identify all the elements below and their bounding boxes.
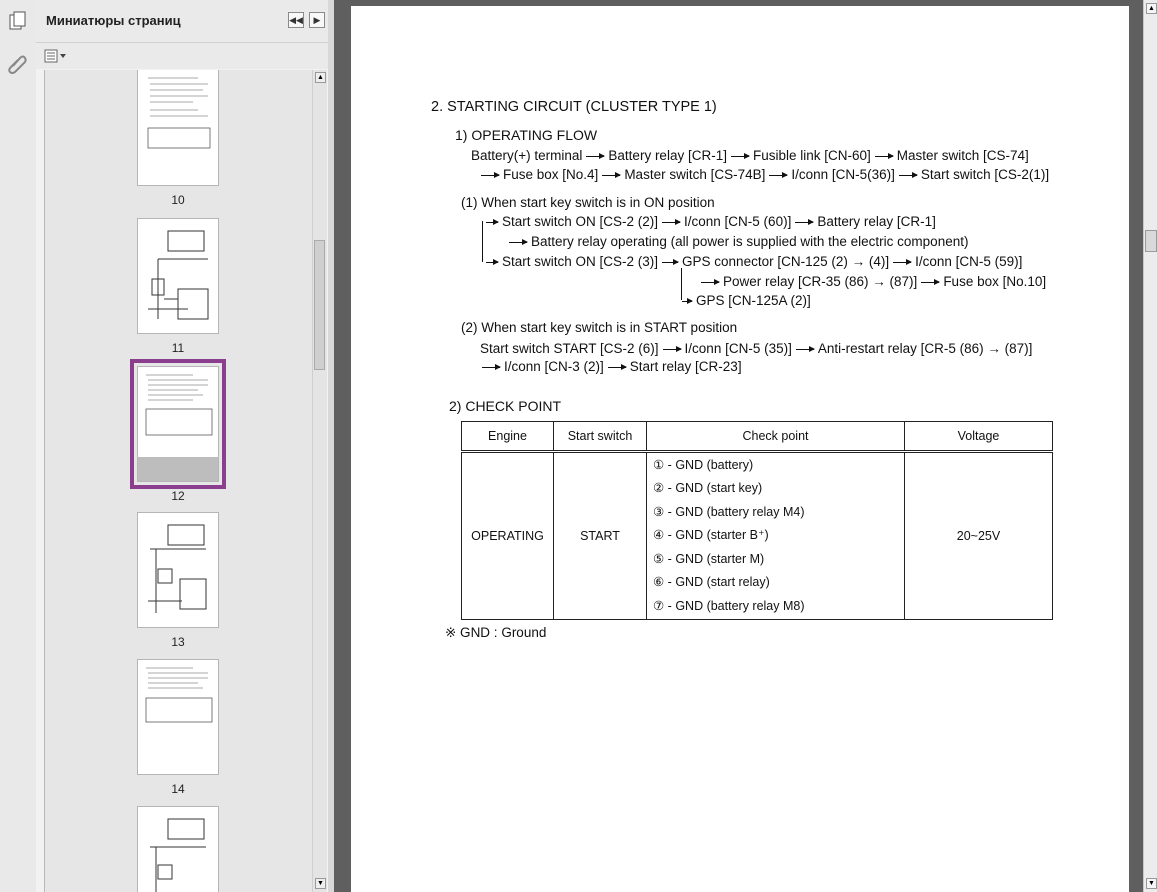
arrow-icon	[608, 367, 626, 368]
check-point-title: 2) CHECK POINT	[449, 398, 562, 414]
start-line-a	[480, 341, 1032, 356]
table-row	[462, 452, 1053, 620]
thumbnail-list	[44, 70, 313, 892]
panel-toolbar	[36, 43, 328, 69]
voltage-cell: 20~25V	[905, 452, 1053, 620]
flow-item: Start relay [CR-23]	[629, 359, 742, 374]
check-point-item: ④ - GND (starter B⁺)	[653, 528, 769, 543]
flow-item: Battery relay [CR-1]	[817, 214, 936, 229]
check-point-item: ① - GND (battery)	[653, 457, 754, 472]
footnote: ※ GND : Ground	[445, 625, 547, 640]
page-thumbnails-panel	[36, 0, 329, 892]
scroll-down-icon[interactable]: ▼	[315, 878, 326, 889]
arrow-icon	[481, 175, 499, 176]
flow-line-2	[481, 167, 1049, 182]
expand-panel-button[interactable]: ▶	[309, 12, 325, 28]
flow-item: Battery relay operating (all power is supplied with the electric component)	[531, 234, 969, 249]
on-line-c	[486, 254, 1022, 269]
arrow-icon	[509, 242, 527, 243]
check-point-item: ⑥ - GND (start relay)	[653, 575, 770, 590]
thumbnail-page-12[interactable]	[137, 366, 219, 503]
thumbnail-image	[137, 659, 219, 775]
on-line-a	[486, 214, 936, 229]
thumbnail-label: 10	[171, 193, 185, 207]
thumbnail-page-14[interactable]	[137, 659, 219, 796]
thumbnail-label: 14	[171, 782, 185, 796]
arrow-icon	[893, 262, 911, 263]
document-view	[334, 0, 1143, 892]
check-point-item: ② - GND (start key)	[653, 481, 763, 496]
arrow-icon	[662, 222, 680, 223]
arrow-icon	[663, 349, 681, 350]
thumbnail-image	[137, 512, 219, 628]
check-point-item: ③ - GND (battery relay M4)	[653, 504, 805, 519]
flow-item: GPS connector [CN-125 (2) → (4)]	[682, 254, 890, 269]
page-thumbnails-icon[interactable]	[6, 10, 30, 34]
arrow-icon	[796, 349, 814, 350]
start-position-title: (2) When start key switch is in START position	[461, 320, 738, 335]
thumbnails-scrollbar[interactable]	[312, 70, 327, 892]
operating-flow-title: 1) OPERATING FLOW	[455, 127, 598, 143]
flow-item: Start switch START [CS-2 (6)]	[480, 341, 659, 356]
flow-item: Battery relay [CR-1]	[608, 148, 727, 163]
flow-item: I/conn [CN-3 (2)]	[504, 359, 604, 374]
thumbnail-label: 11	[171, 341, 185, 355]
thumbnail-label: 13	[171, 635, 185, 649]
flow-item: Fuse box [No.10]	[943, 274, 1047, 289]
document-scrollbar[interactable]	[1143, 0, 1157, 892]
thumbnail-image	[137, 806, 219, 892]
arrow-icon	[875, 156, 893, 157]
column-header: Voltage	[905, 422, 1053, 452]
on-position-title: (1) When start key switch is in ON position	[461, 195, 715, 210]
flow-bracket	[482, 221, 483, 262]
flow-item: GPS [CN-125A (2)]	[696, 293, 811, 308]
navigation-rail	[0, 0, 37, 892]
thumbnail-page-11[interactable]	[137, 218, 219, 355]
thumbnail-page-15[interactable]	[137, 806, 219, 892]
flow-item: Battery(+) terminal	[471, 148, 583, 163]
thumbnail-image	[137, 218, 219, 334]
flow-item: Power relay [CR-35 (86) → (87)]	[723, 274, 918, 289]
flow-item: I/conn [CN-5 (60)]	[684, 214, 792, 229]
scroll-up-icon[interactable]: ▲	[315, 72, 326, 83]
flow-line-1	[471, 148, 1029, 163]
arrow-icon	[486, 222, 498, 223]
document-page	[351, 6, 1129, 892]
arrow-icon	[682, 301, 692, 302]
flow-item: Fusible link [CN-60]	[752, 148, 871, 163]
arrow-icon	[482, 367, 500, 368]
on-line-e	[682, 293, 811, 308]
flow-item: Master switch [CS-74]	[896, 148, 1029, 163]
column-header: Start switch	[554, 422, 647, 452]
scroll-thumb[interactable]	[314, 240, 325, 370]
arrow-icon	[795, 222, 813, 223]
scroll-thumb[interactable]	[1145, 230, 1157, 252]
arrow-icon	[662, 262, 678, 263]
options-menu-icon[interactable]	[44, 49, 70, 63]
flow-item: Start switch ON [CS-2 (2)]	[502, 214, 659, 229]
flow-item: Master switch [CS-74B]	[624, 167, 766, 182]
column-header: Engine	[462, 422, 554, 452]
flow-item: Start switch ON [CS-2 (3)]	[502, 254, 659, 269]
thumbnail-image	[137, 366, 219, 482]
thumbnail-image	[137, 70, 219, 186]
check-point-item: ⑤ - GND (starter M)	[653, 551, 765, 566]
flow-item: Anti-restart relay [CR-5 (86) → (87)]	[817, 341, 1033, 356]
thumbnail-page-13[interactable]	[137, 512, 219, 649]
arrow-icon	[701, 282, 719, 283]
arrow-icon	[602, 175, 620, 176]
flow-item: Start switch [CS-2(1)]	[920, 167, 1050, 182]
flow-item: I/conn [CN-5 (59)]	[915, 254, 1023, 269]
check-point-table	[461, 421, 1053, 620]
engine-cell: OPERATING	[462, 452, 554, 620]
attachment-icon[interactable]	[6, 52, 30, 76]
start-line-b	[482, 359, 742, 374]
column-header: Check point	[647, 422, 905, 452]
arrow-icon	[899, 175, 917, 176]
scroll-up-icon[interactable]: ▲	[1146, 3, 1157, 14]
flow-item: I/conn [CN-5(36)]	[791, 167, 895, 182]
arrow-icon	[769, 175, 787, 176]
check-point-item: ⑦ - GND (battery relay M8)	[653, 598, 805, 613]
arrow-icon	[731, 156, 749, 157]
on-line-d	[701, 274, 1046, 289]
scroll-down-icon[interactable]: ▼	[1146, 878, 1157, 889]
collapse-panel-button[interactable]: ◀◀	[288, 12, 304, 28]
flow-item: Fuse box [No.4]	[503, 167, 599, 182]
on-line-b	[509, 234, 968, 249]
check-point-cell	[647, 452, 905, 620]
flow-item: I/conn [CN-5 (35)]	[684, 341, 792, 356]
arrow-icon	[486, 262, 498, 263]
table-header-row	[462, 422, 1053, 452]
section-heading: 2. STARTING CIRCUIT (CLUSTER TYPE 1)	[431, 99, 717, 115]
thumbnail-page-10[interactable]	[137, 70, 219, 207]
arrow-icon	[921, 282, 939, 283]
panel-header	[36, 0, 328, 43]
start-switch-cell: START	[554, 452, 647, 620]
thumbnail-label: 12	[171, 489, 185, 503]
panel-title: Миниатюры страниц	[46, 13, 181, 28]
arrow-icon	[586, 156, 604, 157]
